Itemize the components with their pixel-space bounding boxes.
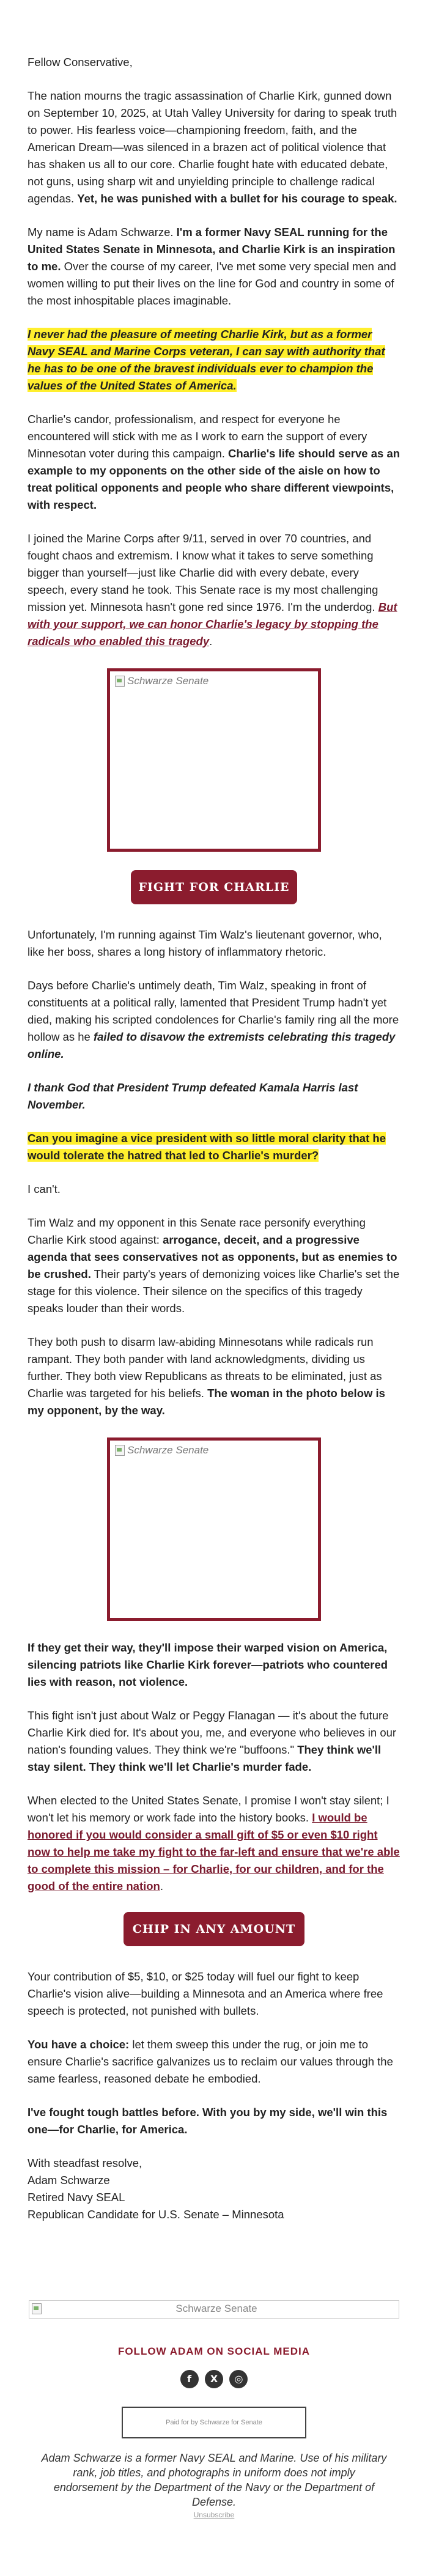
unsubscribe-link[interactable]: Unsubscribe xyxy=(193,2511,235,2519)
paragraph-2 xyxy=(28,224,400,309)
paragraph-17-bold: You have a choice: xyxy=(28,2038,130,2051)
fight-for-charlie-button[interactable]: FIGHT FOR CHARLIE xyxy=(131,870,297,904)
paragraph-15 xyxy=(28,1792,400,1895)
paragraph-15-text: When elected to the United States Senate, I promise I won't stay silent; I won't let his memory or work fade into the history books. xyxy=(28,1794,389,1824)
image-alt-1 xyxy=(115,675,208,687)
paragraph-10: I can't. xyxy=(28,1183,61,1195)
broken-image-icon xyxy=(115,676,125,687)
follow-heading: FOLLOW ADAM ON SOCIAL MEDIA xyxy=(117,2345,311,2357)
highlight-text-1: I never had the pleasure of meeting Charlie Kirk, but as a former Navy SEAL and Marine Corps veteran, I can say with authority that he has to be one of the bravest individuals ever to champion the values of the United States of America. xyxy=(28,328,385,392)
paragraph-7 xyxy=(28,977,400,1063)
social-links xyxy=(28,2370,400,2388)
paragraph-2-intro: My name is Adam Schwarze. xyxy=(28,226,174,238)
paragraph-16: Your contribution of $5, $10, or $25 today will fuel our fight to keep Charlie's vision alive—building a Minnesota and an America where free speech is protected, not punished with bullets. xyxy=(28,1970,383,2017)
paragraph-14-text: This fight isn't just about Walz or Peggy Flanagan — it's about the future Charlie Kirk died for. It's about you, me, and everyone who believes in our nation's founding values. They think we're "buffoons." xyxy=(28,1709,397,1756)
instagram-icon[interactable]: ◎ xyxy=(229,2370,248,2388)
paragraph-6: Unfortunately, I'm running against Tim Walz's lieutenant governor, who, like her boss, shares a long history of inflammatory rhetoric. xyxy=(28,928,382,958)
paragraph-18 xyxy=(28,2104,400,2138)
campaign-image-2[interactable] xyxy=(107,1437,321,1621)
chip-in-button[interactable]: CHIP IN ANY AMOUNT xyxy=(124,1912,304,1946)
paragraph-7-text: Days before Charlie's untimely death, Tim Walz, speaking in front of constituents at a political rally, lamented that President Trump hadn't yet died, making his scripted condolences for Charlie's family ring all the more hollow as he xyxy=(28,979,399,1043)
email-body xyxy=(28,0,400,2519)
banner-alt xyxy=(32,2303,401,2314)
footer-banner-image[interactable] xyxy=(29,2300,399,2319)
paragraph-5 xyxy=(28,530,400,650)
signature xyxy=(28,2155,400,2223)
paragraph-1-bold: Yet, he was punished with a bullet for his courage to speak. xyxy=(77,192,397,205)
paragraph-18-bold: I've fought tough battles before. With you by my side, we'll win this one—for Charlie, for America. xyxy=(28,2106,388,2136)
facebook-icon[interactable]: f xyxy=(180,2370,199,2388)
x-twitter-icon[interactable]: X xyxy=(205,2370,223,2388)
campaign-image-1[interactable] xyxy=(107,668,321,852)
image-alt-2 xyxy=(115,1444,208,1456)
paragraph-2-text: Over the course of my career, I've met some very special men and women willing to put their lives on the line for God and country in some of the most inhospitable places imaginable. xyxy=(28,260,396,307)
paid-for-box: Paid for by Schwarze for Senate xyxy=(122,2407,306,2438)
signature-candidacy: Republican Candidate for U.S. Senate – Minnesota xyxy=(28,2208,284,2221)
paragraph-3-highlight xyxy=(28,326,400,394)
paragraph-1 xyxy=(28,87,400,207)
paragraph-12-bold: The woman in the photo below is my opponent, by the way. xyxy=(28,1387,385,1417)
paragraph-13-bold: If they get their way, they'll impose their warped vision on America, silencing patriots like Charlie Kirk forever—patriots who countered lies with reason, not violence. xyxy=(28,1641,388,1688)
paragraph-15-end: . xyxy=(160,1880,163,1892)
paragraph-17 xyxy=(28,2036,400,2087)
broken-image-icon xyxy=(115,1445,125,1456)
paragraph-14-bold: They think we'll stay silent. They think we'll let Charlie's murder fade. xyxy=(28,1743,382,1773)
paragraph-2-bold: I'm a former Navy SEAL running for the United States Senate in Minnesota, and Charlie Kirk is an inspiration to me. xyxy=(28,226,396,273)
disclaimer: Adam Schwarze is a former Navy SEAL and Marine. Use of his military rank, job titles, and photographs in uniform does not imply endorsement by the Department of the Navy or the Department of Defense. xyxy=(41,2452,387,2508)
paragraph-7-bold: failed to disavow the extremists celebrating this tragedy online. xyxy=(28,1030,396,1060)
paragraph-1-text: The nation mourns the tragic assassination of Charlie Kirk, gunned down on September 10, 2025, at Utah Valley University for daring to speak truth to power. His fearless voice—championing freedom, faith, and the American Dream—was silenced in a brazen act of political violence that has shaken us all to our core. Charlie fought hate with educated debate, not guns, using sharp wit and unyielding principle to challenge radical agendas. xyxy=(28,89,397,205)
support-link[interactable]: But with your support, we can honor Charlie's legacy by stopping the radicals who enabled this tragedy xyxy=(28,600,397,648)
image-1-alt-text: Schwarze Senate xyxy=(127,675,209,687)
paragraph-17-text: let them sweep this under the rug, or join me to ensure Charlie's sacrifice galvanizes us to reclaim our values through the same fearless, reasoned debate he embodied. xyxy=(28,2038,393,2085)
signature-title: Retired Navy SEAL xyxy=(28,2191,125,2204)
paragraph-4-bold: Charlie's life should serve as an example to my opponents on the other side of the aisle on how to treat political opponents and people who share different viewpoints, with respect. xyxy=(28,447,400,511)
paragraph-13 xyxy=(28,1639,400,1691)
signature-closing: With steadfast resolve, xyxy=(28,2157,142,2169)
paragraph-4-text: Charlie's candor, professionalism, and respect for everyone he encountered will stick with me as I work to earn the support of every Minnesotan voter during this campaign. xyxy=(28,413,367,460)
greeting: Fellow Conservative, xyxy=(28,56,133,68)
paragraph-8 xyxy=(28,1079,400,1113)
banner-alt-text: Schwarze Senate xyxy=(175,2303,257,2314)
highlight-text-2: Can you imagine a vice president with so little moral clarity that he would tolerate the hatred that led to Charlie's murder? xyxy=(28,1132,386,1162)
paragraph-12 xyxy=(28,1334,400,1419)
paragraph-4 xyxy=(28,411,400,514)
paragraph-9-highlight xyxy=(28,1130,400,1164)
paragraph-5-end: . xyxy=(209,635,213,648)
donate-link[interactable]: I would be honored if you would consider a small gift of $5 or even $10 right now to help me take my fight to the far-left and ensure that we're able to complete this mission – for Charlie, for our children, and for the good of the entire nation xyxy=(28,1811,400,1892)
paragraph-11-text: Tim Walz and my opponent in this Senate race personify everything Charlie Kirk stood against: xyxy=(28,1216,366,1246)
paragraph-11-tail: Their party's years of demonizing voices like Charlie's set the stage for this violence. Their silence on the specifics of this tragedy speaks louder than their words. xyxy=(28,1268,400,1315)
paragraph-11-bold: arrogance, deceit, and a progressive agenda that sees conservatives not as opponents, but as enemies to be crushed. xyxy=(28,1233,397,1280)
paragraph-8-text: I thank God that President Trump defeated Kamala Harris last November. xyxy=(28,1081,358,1111)
signature-name: Adam Schwarze xyxy=(28,2174,110,2187)
paragraph-5-text: I joined the Marine Corps after 9/11, served in over 70 countries, and fought chaos and extremism. I know what it takes to serve something bigger than yourself—just like Charlie did with every debate, every speech, every stand he took. This Senate race is my most challenging mission yet. Minnesota hasn't gone red since 1976. I'm the underdog. xyxy=(28,532,378,613)
paragraph-12-text: They both push to disarm law-abiding Minnesotans while radicals run rampant. They both pander with land acknowledgments, dividing us further. They both view Republicans as threats to be eliminated, just as Charlie was targeted for his beliefs. xyxy=(28,1335,382,1400)
paragraph-11 xyxy=(28,1214,400,1317)
paragraph-14 xyxy=(28,1707,400,1776)
image-2-alt-text: Schwarze Senate xyxy=(127,1444,209,1456)
